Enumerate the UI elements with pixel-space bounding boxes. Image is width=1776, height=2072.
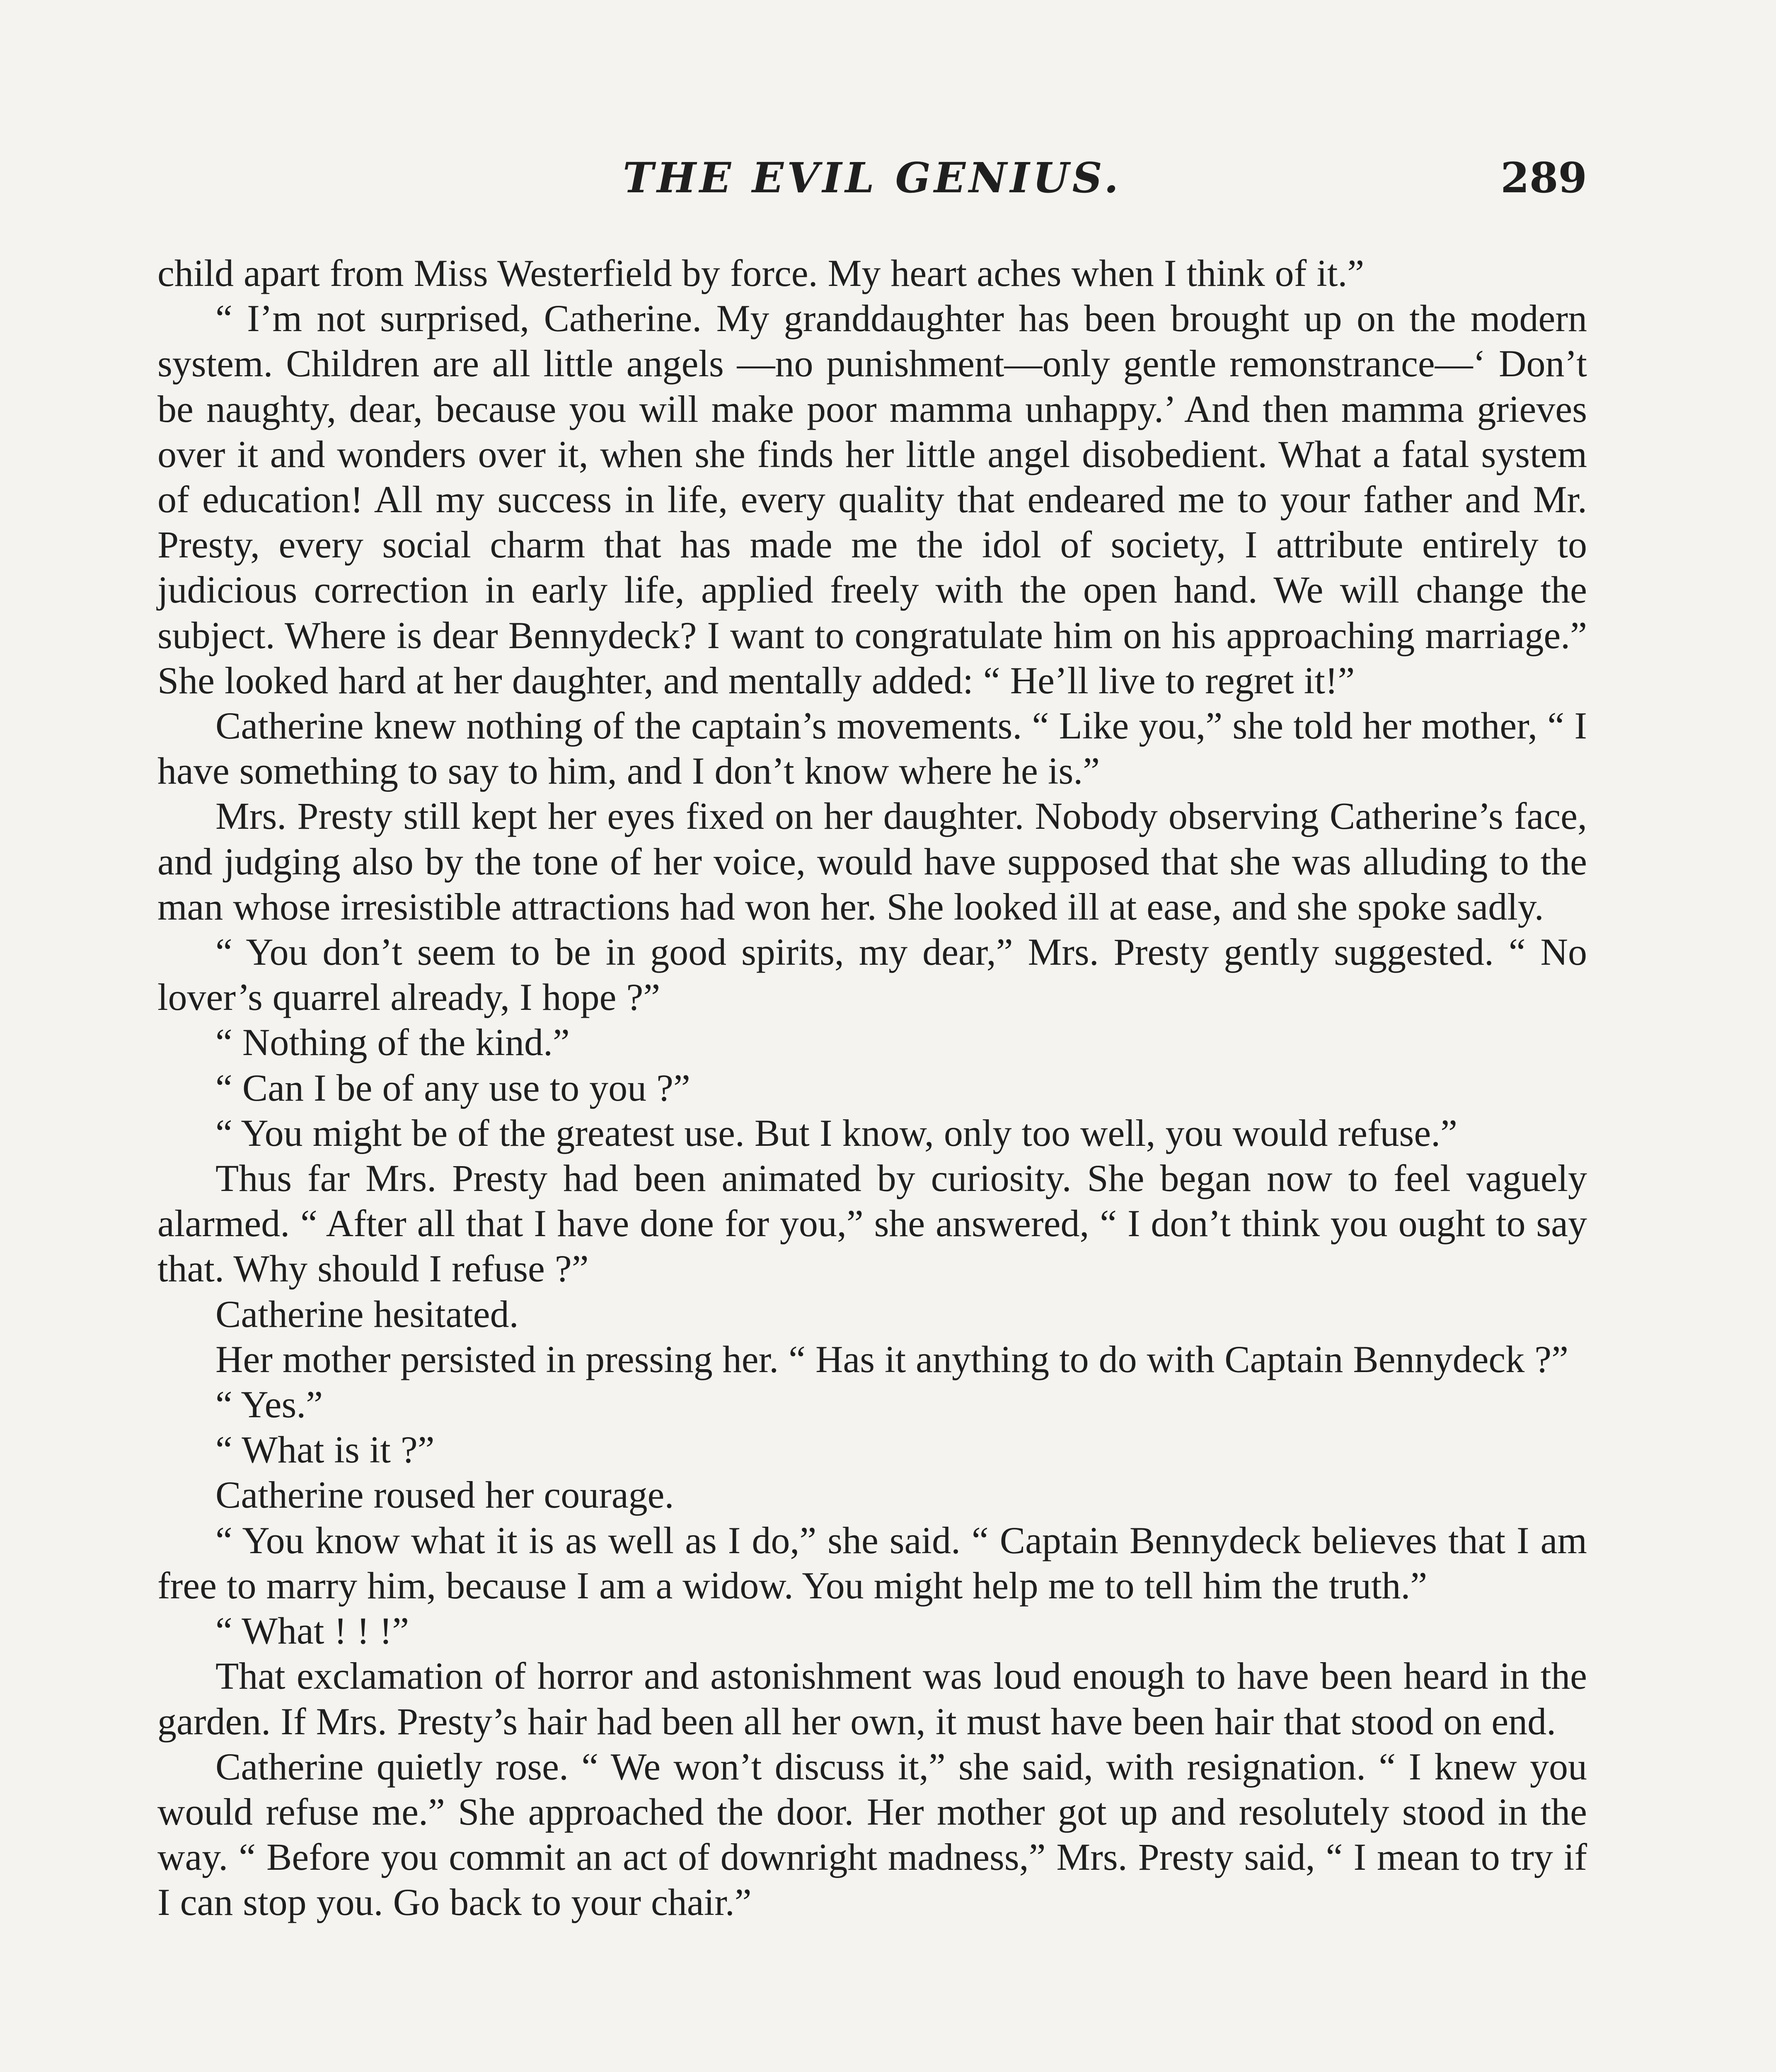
body-text — [157, 251, 1587, 1925]
paragraph: Catherine roused her courage. — [215, 1474, 674, 1516]
paragraph: “ You know what it is as well as I do,” she said. “ Captain Bennydeck believes that I am free to marry him, because I am a widow. You might help me to tell him the truth.” — [157, 1519, 1587, 1607]
paragraph: Catherine knew nothing of the captain’s movements. “ Like you,” she told her mother, “ I have something to say to him, and I don’t know where he is.” — [157, 704, 1587, 792]
paragraph: That exclamation of horror and astonishment was loud enough to have been heard in the garden. If Mrs. Presty’s hair had been all her own, it must have been hair that stood on end. — [157, 1655, 1587, 1743]
paragraph: Catherine hesitated. — [215, 1293, 519, 1335]
paragraph: Mrs. Presty still kept her eyes fixed on her daughter. Nobody observing Catherine’s face, and judging also by the tone of her voice, would have supposed that she was alluding to the man whose irresistible attractions had won her. She looked ill at ease, and she spoke sadly. — [157, 795, 1587, 928]
paragraph: “ You don’t seem to be in good spirits, my dear,” Mrs. Presty gently suggested. “ No lover’s quarrel already, I hope ?” — [157, 931, 1587, 1019]
page-number: 289 — [1500, 153, 1587, 202]
page-header — [157, 153, 1587, 211]
paragraph: “ Yes.” — [215, 1383, 323, 1426]
paragraph: child apart from Miss Westerfield by force. My heart aches when I think of it.” — [157, 252, 1365, 294]
paragraph: Her mother persisted in pressing her. “ Has it anything to do with Captain Bennydeck ?” — [215, 1338, 1568, 1380]
paragraph: “ You might be of the greatest use. But I know, only too well, you would refuse.” — [215, 1111, 1458, 1154]
paragraph: “ I’m not surprised, Catherine. My granddaughter has been brought up on the modern system. Children are all little angels —no punishment—only gentle remonstrance—‘ Don’t be naughty, dear, because you will make poor mamma unhappy.’ And then mamma grieves over it and wonders over it, when she finds her little angel disobedient. What a fatal system of education! All my success in life, every quality that endeared me to your father and Mr. Presty, every social charm that has made me the idol of society, I attribute entirely to judicious correction in early life, applied freely with the open hand. We will change the subject. Where is dear Bennydeck? I want to congratulate him on his approaching marriage.” She looked hard at her daughter, and mentally added: “ He’ll live to regret it!” — [157, 297, 1587, 702]
paragraph: Thus far Mrs. Presty had been animated by curiosity. She began now to feel vaguely alarmed. “ After all that I have done for you,” she answered, “ I don’t think you ought to say that. Why should I refuse ?” — [157, 1157, 1587, 1290]
paragraph: “ What is it ?” — [215, 1428, 435, 1471]
paragraph: Catherine quietly rose. “ We won’t discuss it,” she said, with resignation. “ I knew you would refuse me.” She approached the door. Her mother got up and resolutely stood in the way. “ Before you commit an act of downright madness,” Mrs. Presty said, “ I mean to try if I can stop you. Go back to your chair.” — [157, 1745, 1587, 1924]
running-title: THE EVIL GENIUS. — [622, 153, 1122, 202]
paragraph: “ Nothing of the kind.” — [215, 1021, 570, 1064]
paragraph: “ What ! ! !” — [215, 1610, 409, 1652]
paragraph: “ Can I be of any use to you ?” — [215, 1066, 690, 1109]
